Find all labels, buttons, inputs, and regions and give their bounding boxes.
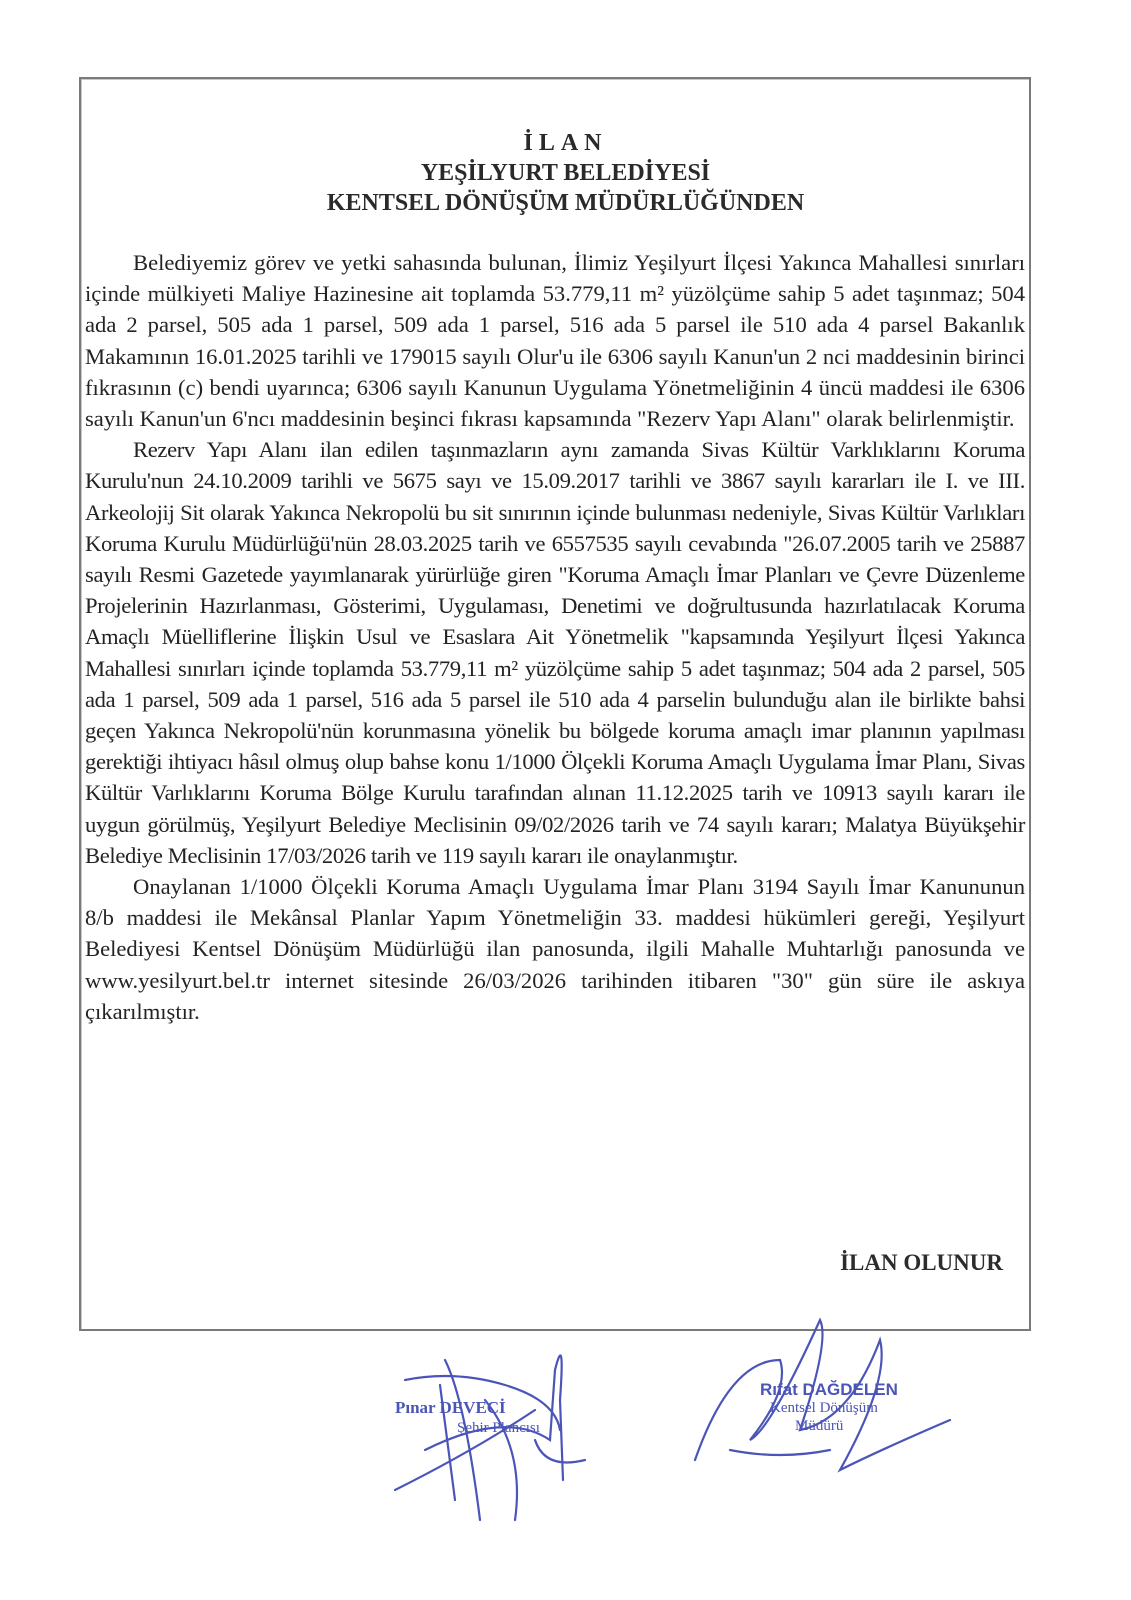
closing-statement: İLAN OLUNUR xyxy=(840,1250,1003,1275)
signer-title: Kentsel Dönüşüm xyxy=(770,1400,878,1416)
signature-stamp-director xyxy=(690,1300,960,1490)
signer-title-line2: Müdürü xyxy=(795,1418,844,1434)
signature-stamp-planner xyxy=(385,1340,615,1530)
paragraph-3: Onaylanan 1/1000 Ölçekli Koruma Amaçlı Uygulama İmar Planı 3194 Sayılı İmar Kanununun 8/b maddesi ile Mekânsal Planlar Yapım Yönetmeliğin 33. maddesi hükümleri gereği, Yeşilyurt Belediyesi Kentsel Dönüşüm Müdürlüğü ilan panosunda, ilgili Mahalle Muhtarlığı panosunda ve www.yesilyurt.bel.tr internet sitesinde 26/03/2026 tarihinden itibaren "30" gün süre ile askıya çıkarılmıştır. xyxy=(85,874,1025,1024)
signer-name: Rıfat DAĞDELEN xyxy=(760,1380,898,1399)
municipality-name: YEŞİLYURT BELEDİYESİ xyxy=(420,160,711,186)
paragraph-2: Rezerv Yapı Alanı ilan edilen taşınmazların aynı zamanda Sivas Kültür Varklıklarını Koruma Kurulu'nun 24.10.2009 tarihli ve 5675 sayı ve 15.09.2017 tarihli ve 3867 sayılı kararları ile I. ve III. Arkeolojij Sit olarak Yakınca Nekropolü bu sit sınırının içinde bulunması nedeniyle, Sivas Kültür Varlıkları Koruma Kurulu Müdürlüğü'nün 28.03.2025 tarih ve 6557535 sayılı cevabında "26.07.2005 tarih ve 25887 sayılı Resmi Gazetede yayımlanarak yürürlüğe giren "Koruma Amaçlı İmar Planları ve Çevre Düzenleme Projelerinin Hazırlanması, Gösterimi, Uygulaması, Denetimi ve doğrultusunda hazırlatılacak Koruma Amaçlı Müelliflerine İlişkin Usul ve Esaslara Ait Yönetmelik "kapsamında Yeşilyurt İlçesi Yakınca Mahallesi sınırları içinde toplamda 53.779,11 m² yüzölçüme sahip 5 adet taşınmaz; 504 ada 2 parsel, 505 ada 1 parsel, 509 ada 1 parsel, 516 ada 5 parsel ile 510 ada 4 parselin bulunduğu alan ile birlikte bahsi geçen Yakınca Nekropolü'nün korunmasına yönelik bu bölgede koruma amaçlı imar planının yapılması gerektiği ihtiyacı hâsıl olmuş olup bahse konu 1/1000 Ölçekli Koruma Amaçlı Uygulama İmar Planı, Sivas Kültür Varlıklarını Koruma Bölge Kurulu tarafından alınan 11.12.2025 tarih ve 10913 sayılı kararı ile uygun görülmüş, Yeşilyurt Belediye Meclisinin 09/02/2026 tarih ve 74 sayılı kararı; Malatya Büyükşehir Belediye Meclisinin 17/03/2026 tarih ve 119 sayılı kararı ile onaylanmıştır. xyxy=(85,437,1025,868)
notice-title: İLAN xyxy=(523,130,608,156)
signer-title: Şehir Plancısı xyxy=(457,1420,540,1436)
notice-body xyxy=(85,247,1025,1027)
department-name: KENTSEL DÖNÜŞÜM MÜDÜRLÜĞÜNDEN xyxy=(326,190,805,216)
paragraph-1: Belediyemiz görev ve yetki sahasında bulunan, İlimiz Yeşilyurt İlçesi Yakınca Mahallesi sınırları içinde mülkiyeti Maliye Hazinesine ait toplamda 53.779,11 m² yüzölçüme sahip 5 adet taşınmaz; 504 ada 2 parsel, 505 ada 1 parsel, 509 ada 1 parsel, 516 ada 5 parsel ile 510 ada 4 parsel Bakanlık Makamının 16.01.2025 tarihli ve 179015 sayılı Olur'u ile 6306 sayılı Kanun'un 2 nci maddesinin birinci fıkrasının (c) bendi uyarınca; 6306 sayılı Kanunun Uygulama Yönetmeliğinin 4 üncü maddesi ile 6306 sayılı Kanun'un 6'ncı maddesinin beşinci fıkrası kapsamında "Rezerv Yapı Alanı" olarak belirlenmiştir. xyxy=(85,250,1025,432)
signer-name: Pınar DEVECİ xyxy=(395,1398,506,1417)
notice-heading xyxy=(0,128,1131,218)
